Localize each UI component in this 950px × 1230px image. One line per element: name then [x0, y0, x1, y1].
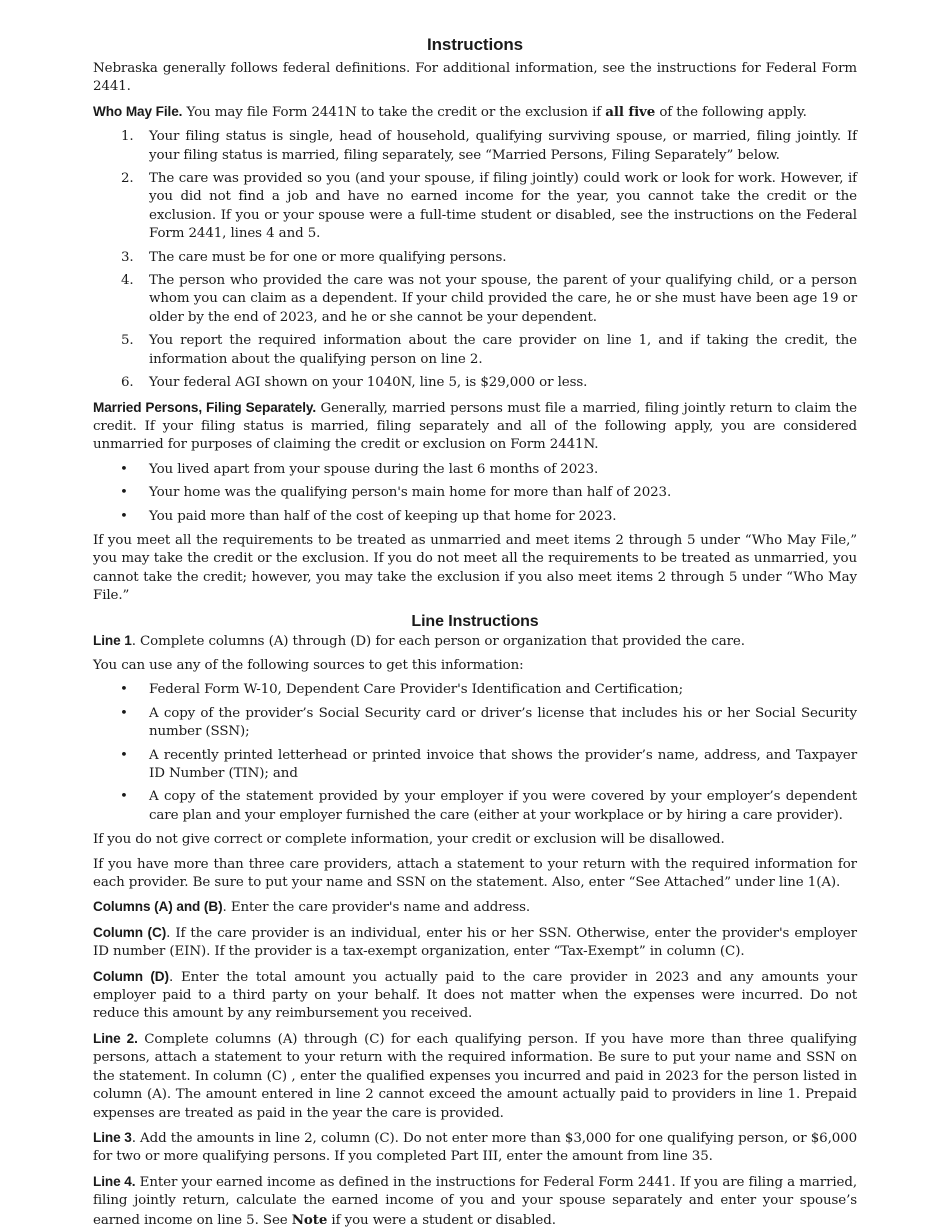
list-item-text: Your federal AGI shown on your 1040N, line 5, is $29,000 or less. [149, 375, 588, 391]
line4-text-after: if you were a student or disabled. [327, 1212, 556, 1228]
bullet-marker: • [120, 461, 128, 477]
column-d-text: . Enter the total amount you actually paid to the care provider in 2023 and any amounts your employer paid to a third party on your behalf. It does not matter when the expenses were incurred. Do not reduce this amount by any reimbursement you received. [93, 969, 857, 1022]
columns-ab-paragraph [93, 898, 857, 917]
list-item [93, 249, 857, 267]
married-paragraph [93, 399, 857, 455]
list-item [93, 508, 857, 526]
list-item-text: A recently printed letterhead or printed invoice that shows the provider’s name, address, and Taxpayer ID Number (TIN); and [149, 747, 857, 781]
married-heading: Married Persons, Filing Separately. [93, 399, 317, 415]
list-item-number: 5. [121, 333, 134, 349]
list-item [93, 681, 857, 699]
married-closing-paragraph: If you meet all the requirements to be treated as unmarried and meet items 2 through 5 under “Who May File,” you may take the credit or the exclusion. If you do not meet all the requirements to be treated as unmarried, you cannot take the credit; however, you may take the exclusion if you also meet items 2 through 5 under “Who May File.” [93, 532, 857, 604]
column-d-paragraph [93, 968, 857, 1024]
list-item-text: Your home was the qualifying person's main home for more than half of 2023. [149, 485, 672, 501]
bullet-marker: • [120, 682, 128, 698]
column-c-heading: Column (C) [93, 924, 167, 940]
list-item-text: You report the required information about the care provider on line 1, and if taking the credit, the information about the qualifying person on line 2. [149, 333, 857, 367]
list-item-text: A copy of the statement provided by your employer if you were covered by your employer’s dependent care plan and your employer furnished the care (either at your workplace or by hiring a care provider). [149, 789, 857, 823]
who-may-file-paragraph [93, 103, 857, 122]
column-c-paragraph [93, 924, 857, 962]
columns-ab-heading: Columns (A) and (B) [93, 899, 223, 915]
bullet-marker: • [120, 508, 128, 524]
list-item-number: 1. [121, 129, 134, 145]
list-item [93, 272, 857, 327]
list-item [93, 461, 857, 479]
list-item [93, 170, 857, 244]
list-item-number: 6. [121, 375, 134, 391]
line2-text: Complete columns (A) through (C) for each qualifying person. If you have more than three qualifying persons, attach a statement to your return with the required information. Be sure to put your name and SSN on the statement. In column (C) , enter the qualified expenses you incurred and paid in 2023 for the person listed in column (A). The amount entered in line 2 cannot exceed the amount actually paid to providers in line 1. Prepaid expenses are treated as paid in the year the care is provided. [93, 1031, 858, 1121]
line4-note-emphasis: Note [291, 1211, 328, 1228]
list-item-text: Federal Form W-10, Dependent Care Provider's Identification and Certification; [149, 682, 683, 698]
line4-paragraph [93, 1173, 857, 1230]
bullet-marker: • [120, 705, 128, 721]
list-item [93, 788, 857, 825]
list-item-number: 2. [121, 171, 134, 187]
list-item-text: A copy of the provider’s Social Security card or driver’s license that includes his or her Social Security number (SSN); [149, 705, 857, 740]
line1-text: . Complete columns (A) through (D) for each person or organization that provided the care. [131, 633, 745, 649]
who-may-file-emphasis: all five [605, 103, 656, 120]
list-item [93, 484, 857, 502]
line3-paragraph [93, 1129, 857, 1167]
intro-paragraph: Nebraska generally follows federal definitions. For additional information, see the instructions for Federal Form 2441. [93, 61, 857, 95]
column-c-text: . If the care provider is an individual, enter his or her SSN. Otherwise, enter the provider's employer ID number (EIN). If the provider is a tax-exempt organization, enter “Tax-Exempt” in column (C). [93, 925, 857, 960]
bullet-marker: • [120, 789, 128, 805]
married-conditions-list [93, 461, 857, 526]
bullet-marker: • [120, 485, 128, 501]
sources-list [93, 681, 857, 825]
columns-ab-text: . Enter the care provider's name and address. [222, 900, 531, 916]
list-item-text: The care must be for one or more qualifying persons. [149, 249, 507, 265]
line3-text: . Add the amounts in line 2, column (C). Do not enter more than $3,000 for one qualifying person, or $6,000 for two or more qualifying persons. If you completed Part III, enter the amount from line 35. [93, 1130, 857, 1165]
list-item [93, 332, 857, 369]
list-item-number: 3. [121, 249, 134, 265]
who-may-file-text-before: You may file Form 2441N to take the credit or the exclusion if [182, 104, 606, 120]
list-item [93, 705, 857, 742]
bullet-marker: • [120, 747, 128, 763]
line-instructions-heading: Line Instructions [411, 612, 539, 630]
list-item [93, 128, 857, 165]
list-item [93, 747, 857, 784]
who-may-file-heading: Who May File. [93, 103, 183, 119]
line4-heading: Line 4. [93, 1173, 136, 1189]
column-d-heading: Column (D) [93, 968, 169, 984]
line2-paragraph [93, 1030, 857, 1123]
disallowed-paragraph: If you do not give correct or complete information, your credit or exclusion will be disallowed. [93, 832, 725, 848]
line2-heading: Line 2. [93, 1030, 138, 1046]
list-item-text: The person who provided the care was not your spouse, the parent of your qualifying child, or a person whom you can claim as a dependent. If your child provided the care, he or she must have been age 19 or older by the end of 2023, and he or she cannot be your dependent. [149, 273, 857, 325]
who-may-file-list [93, 128, 857, 392]
page-title: Instructions [426, 35, 524, 54]
list-item-text: You lived apart from your spouse during the last 6 months of 2023. [149, 461, 599, 477]
list-item-text: The care was provided so you (and your spouse, if filing jointly) could work or look for work. However, if you did not find a job and have no earned income for the year, you cannot take the credit or the exclusion. If you or your spouse were a full-time student or disabled, see the instructions on the Federal Form 2441, lines 4 and 5. [149, 171, 857, 242]
married-text: Generally, married persons must file a married, filing jointly return to claim the credit. If your filing status is married, filing separately and all of the following apply, you are considered unmarried for purposes of claiming the credit or exclusion on Form 2441N. [93, 400, 857, 453]
line3-heading: Line 3 [93, 1129, 132, 1145]
line1-heading: Line 1 [93, 632, 132, 648]
list-item [93, 374, 857, 392]
list-item-text: You paid more than half of the cost of keeping up that home for 2023. [149, 508, 617, 524]
line1-paragraph [93, 632, 857, 651]
who-may-file-text-after: of the following apply. [655, 104, 807, 120]
sources-intro: You can use any of the following sources to get this information: [93, 657, 524, 673]
list-item-number: 4. [121, 273, 134, 289]
line4-text-before: Enter your earned income as defined in the instructions for Federal Form 2441. If you are filing a married, filing jointly return, calculate the earned income of you and your spouse separately and enter your spouse’s earned income on line 5. See [93, 1174, 858, 1228]
list-item-text: Your filing status is single, head of household, qualifying surviving spouse, or married, filing jointly. If your filing status is married, filing separately, see “Married Persons, Filing Separately” below. [149, 129, 857, 163]
more-providers-paragraph: If you have more than three care providers, attach a statement to your return with the required information for each provider. Be sure to put your name and SSN on the statement. Also, enter “See Attached” under line 1(A). [93, 856, 857, 891]
